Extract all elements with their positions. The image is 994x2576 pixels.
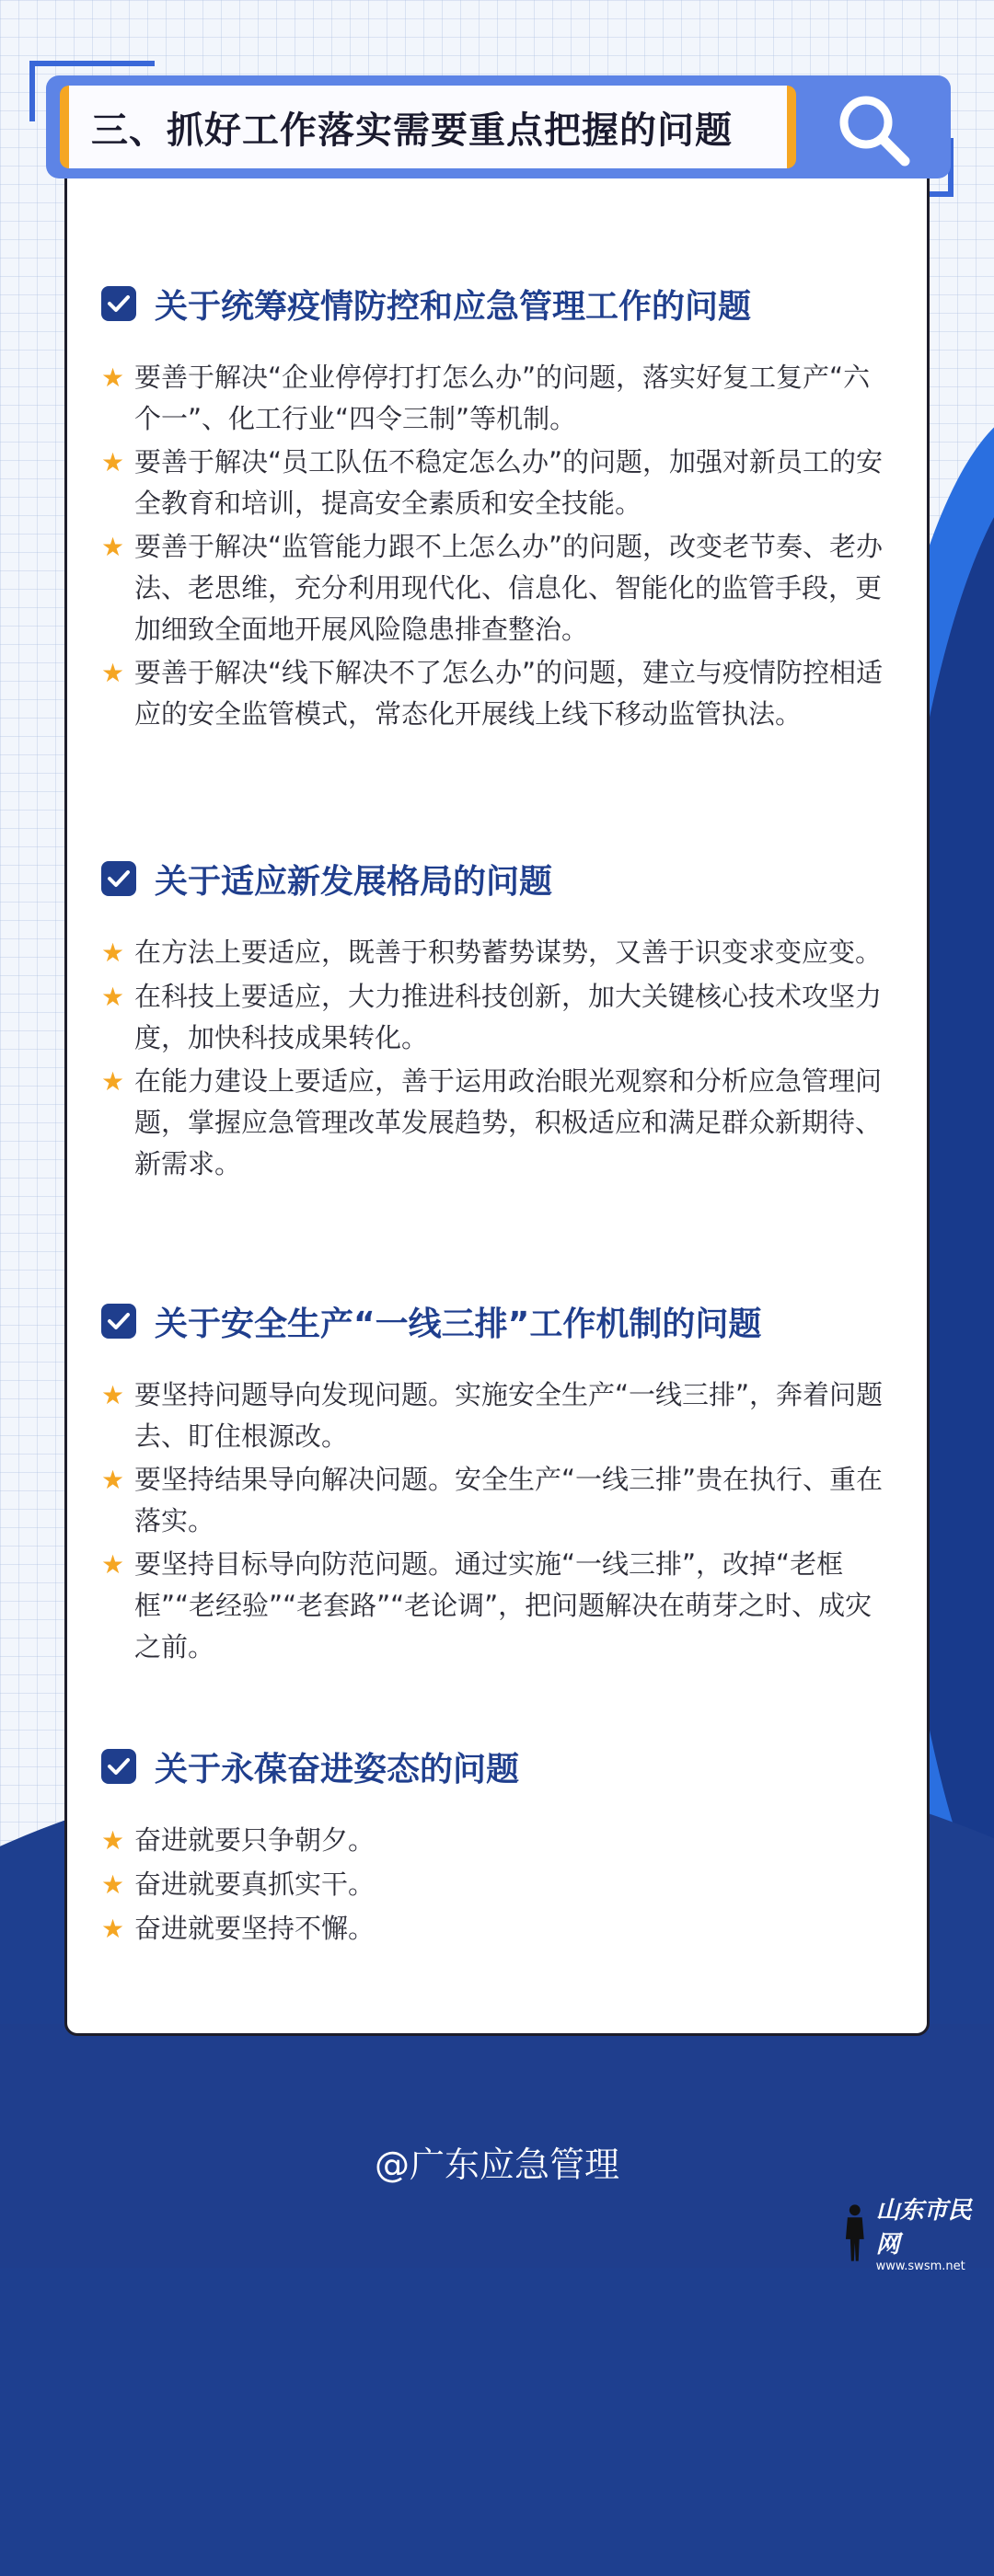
checkbox-icon bbox=[101, 861, 136, 896]
section-header bbox=[101, 276, 911, 331]
list-item bbox=[101, 1544, 911, 1668]
list-item-text: 在方法上要适应，既善于积势蓄势谋势，又善于识变求变应变。 bbox=[134, 937, 883, 968]
list-item-text: 要善于解决“线下解决不了怎么办”的问题，建立与疫情防控相适应的安全监管模式，常态化开展线上线下移动监管执法。 bbox=[134, 657, 884, 730]
section-one-line-three-rows bbox=[101, 1294, 911, 1670]
bullet-list bbox=[101, 932, 911, 1185]
list-item-text: 在能力建设上要适应，善于运用政治眼光观察和分析应急管理问题，掌握应急管理改革发展趋势，积极适应和满足群众新期待、新需求。 bbox=[134, 1065, 883, 1179]
star-icon: ★ bbox=[101, 1825, 125, 1856]
list-item bbox=[101, 1459, 911, 1542]
list-item-text: 奋进就要真抓实干。 bbox=[134, 1869, 376, 1900]
site-watermark bbox=[839, 2197, 994, 2273]
list-item bbox=[101, 1061, 911, 1185]
section-header bbox=[101, 1294, 911, 1349]
star-icon: ★ bbox=[101, 1380, 125, 1410]
section-striving-posture bbox=[101, 1739, 911, 1952]
list-item bbox=[101, 1820, 911, 1862]
section-epidemic-emergency bbox=[101, 276, 911, 737]
star-icon: ★ bbox=[101, 658, 125, 688]
checkbox-icon bbox=[101, 286, 136, 321]
header-title-box bbox=[60, 86, 796, 168]
star-icon: ★ bbox=[101, 1869, 125, 1900]
section-title: 关于安全生产“一线三排”工作机制的问题 bbox=[155, 1305, 762, 1343]
list-item bbox=[101, 1908, 911, 1950]
star-icon: ★ bbox=[101, 1549, 125, 1580]
checkbox-icon bbox=[101, 1749, 136, 1784]
star-icon: ★ bbox=[101, 447, 125, 477]
section-new-development bbox=[101, 851, 911, 1187]
list-item-text: 要坚持目标导向防范问题。通过实施“一线三排”，改掉“老框框”“老经验”“老套路”“老论调”，把问题解决在萌芽之时、成灾之前。 bbox=[134, 1548, 873, 1662]
section-title: 关于永葆奋进姿态的问题 bbox=[155, 1750, 520, 1788]
list-item bbox=[101, 526, 911, 650]
list-item-text: 要坚持结果导向解决问题。安全生产“一线三排”贵在执行、重在落实。 bbox=[134, 1464, 884, 1536]
star-icon: ★ bbox=[101, 362, 125, 393]
checkbox-icon bbox=[101, 1304, 136, 1339]
watermark-url: www.swsm.net bbox=[875, 2260, 965, 2273]
person-figure-icon bbox=[839, 2202, 871, 2263]
section-title: 关于统筹疫情防控和应急管理工作的问题 bbox=[155, 287, 752, 326]
search-icon bbox=[833, 89, 912, 168]
list-item-text: 要善于解决“企业停停打打怎么办”的问题，落实好复工复产“六个一”、化工行业“四令三制”等机制。 bbox=[134, 362, 871, 434]
star-icon: ★ bbox=[101, 1066, 125, 1097]
star-icon: ★ bbox=[101, 1914, 125, 1944]
list-item-text: 在科技上要适应，大力推进科技创新，加大关键核心技术攻坚力度，加快科技成果转化。 bbox=[134, 981, 883, 1053]
account-handle: @广东应急管理 bbox=[374, 2145, 619, 2185]
list-item bbox=[101, 442, 911, 524]
list-item bbox=[101, 1864, 911, 1906]
page-title: 三、抓好工作落实需要重点把握的问题 bbox=[91, 109, 733, 152]
section-title: 关于适应新发展格局的问题 bbox=[155, 862, 553, 901]
star-icon: ★ bbox=[101, 937, 125, 968]
star-icon: ★ bbox=[101, 982, 125, 1012]
watermark-text bbox=[876, 2191, 994, 2273]
bullet-list bbox=[101, 1374, 911, 1668]
list-item-text: 奋进就要坚持不懈。 bbox=[134, 1913, 376, 1944]
star-icon: ★ bbox=[101, 1465, 125, 1495]
list-item bbox=[101, 357, 911, 440]
list-item-text: 要善于解决“监管能力跟不上怎么办”的问题，改变老节奏、老办法、老思维，充分利用现代化、信息化、智能化的监管手段，更加细致全面地开展风险隐患排查整治。 bbox=[134, 531, 884, 645]
star-icon: ★ bbox=[101, 532, 125, 562]
list-item bbox=[101, 1374, 911, 1457]
bullet-list bbox=[101, 357, 911, 735]
list-item bbox=[101, 652, 911, 735]
list-item-text: 要善于解决“员工队伍不稳定怎么办”的问题，加强对新员工的安全教育和培训，提高安全素质和安全技能。 bbox=[134, 446, 884, 519]
list-item bbox=[101, 932, 911, 974]
list-item bbox=[101, 976, 911, 1059]
list-item-text: 奋进就要只争朝夕。 bbox=[134, 1824, 376, 1856]
bullet-list bbox=[101, 1820, 911, 1950]
section-header bbox=[101, 851, 911, 906]
watermark-site-name: 山东市民网 bbox=[875, 2197, 972, 2259]
list-item-text: 要坚持问题导向发现问题。实施安全生产“一线三排”，奔着问题去、盯住根源改。 bbox=[134, 1379, 884, 1452]
section-header bbox=[101, 1739, 911, 1794]
